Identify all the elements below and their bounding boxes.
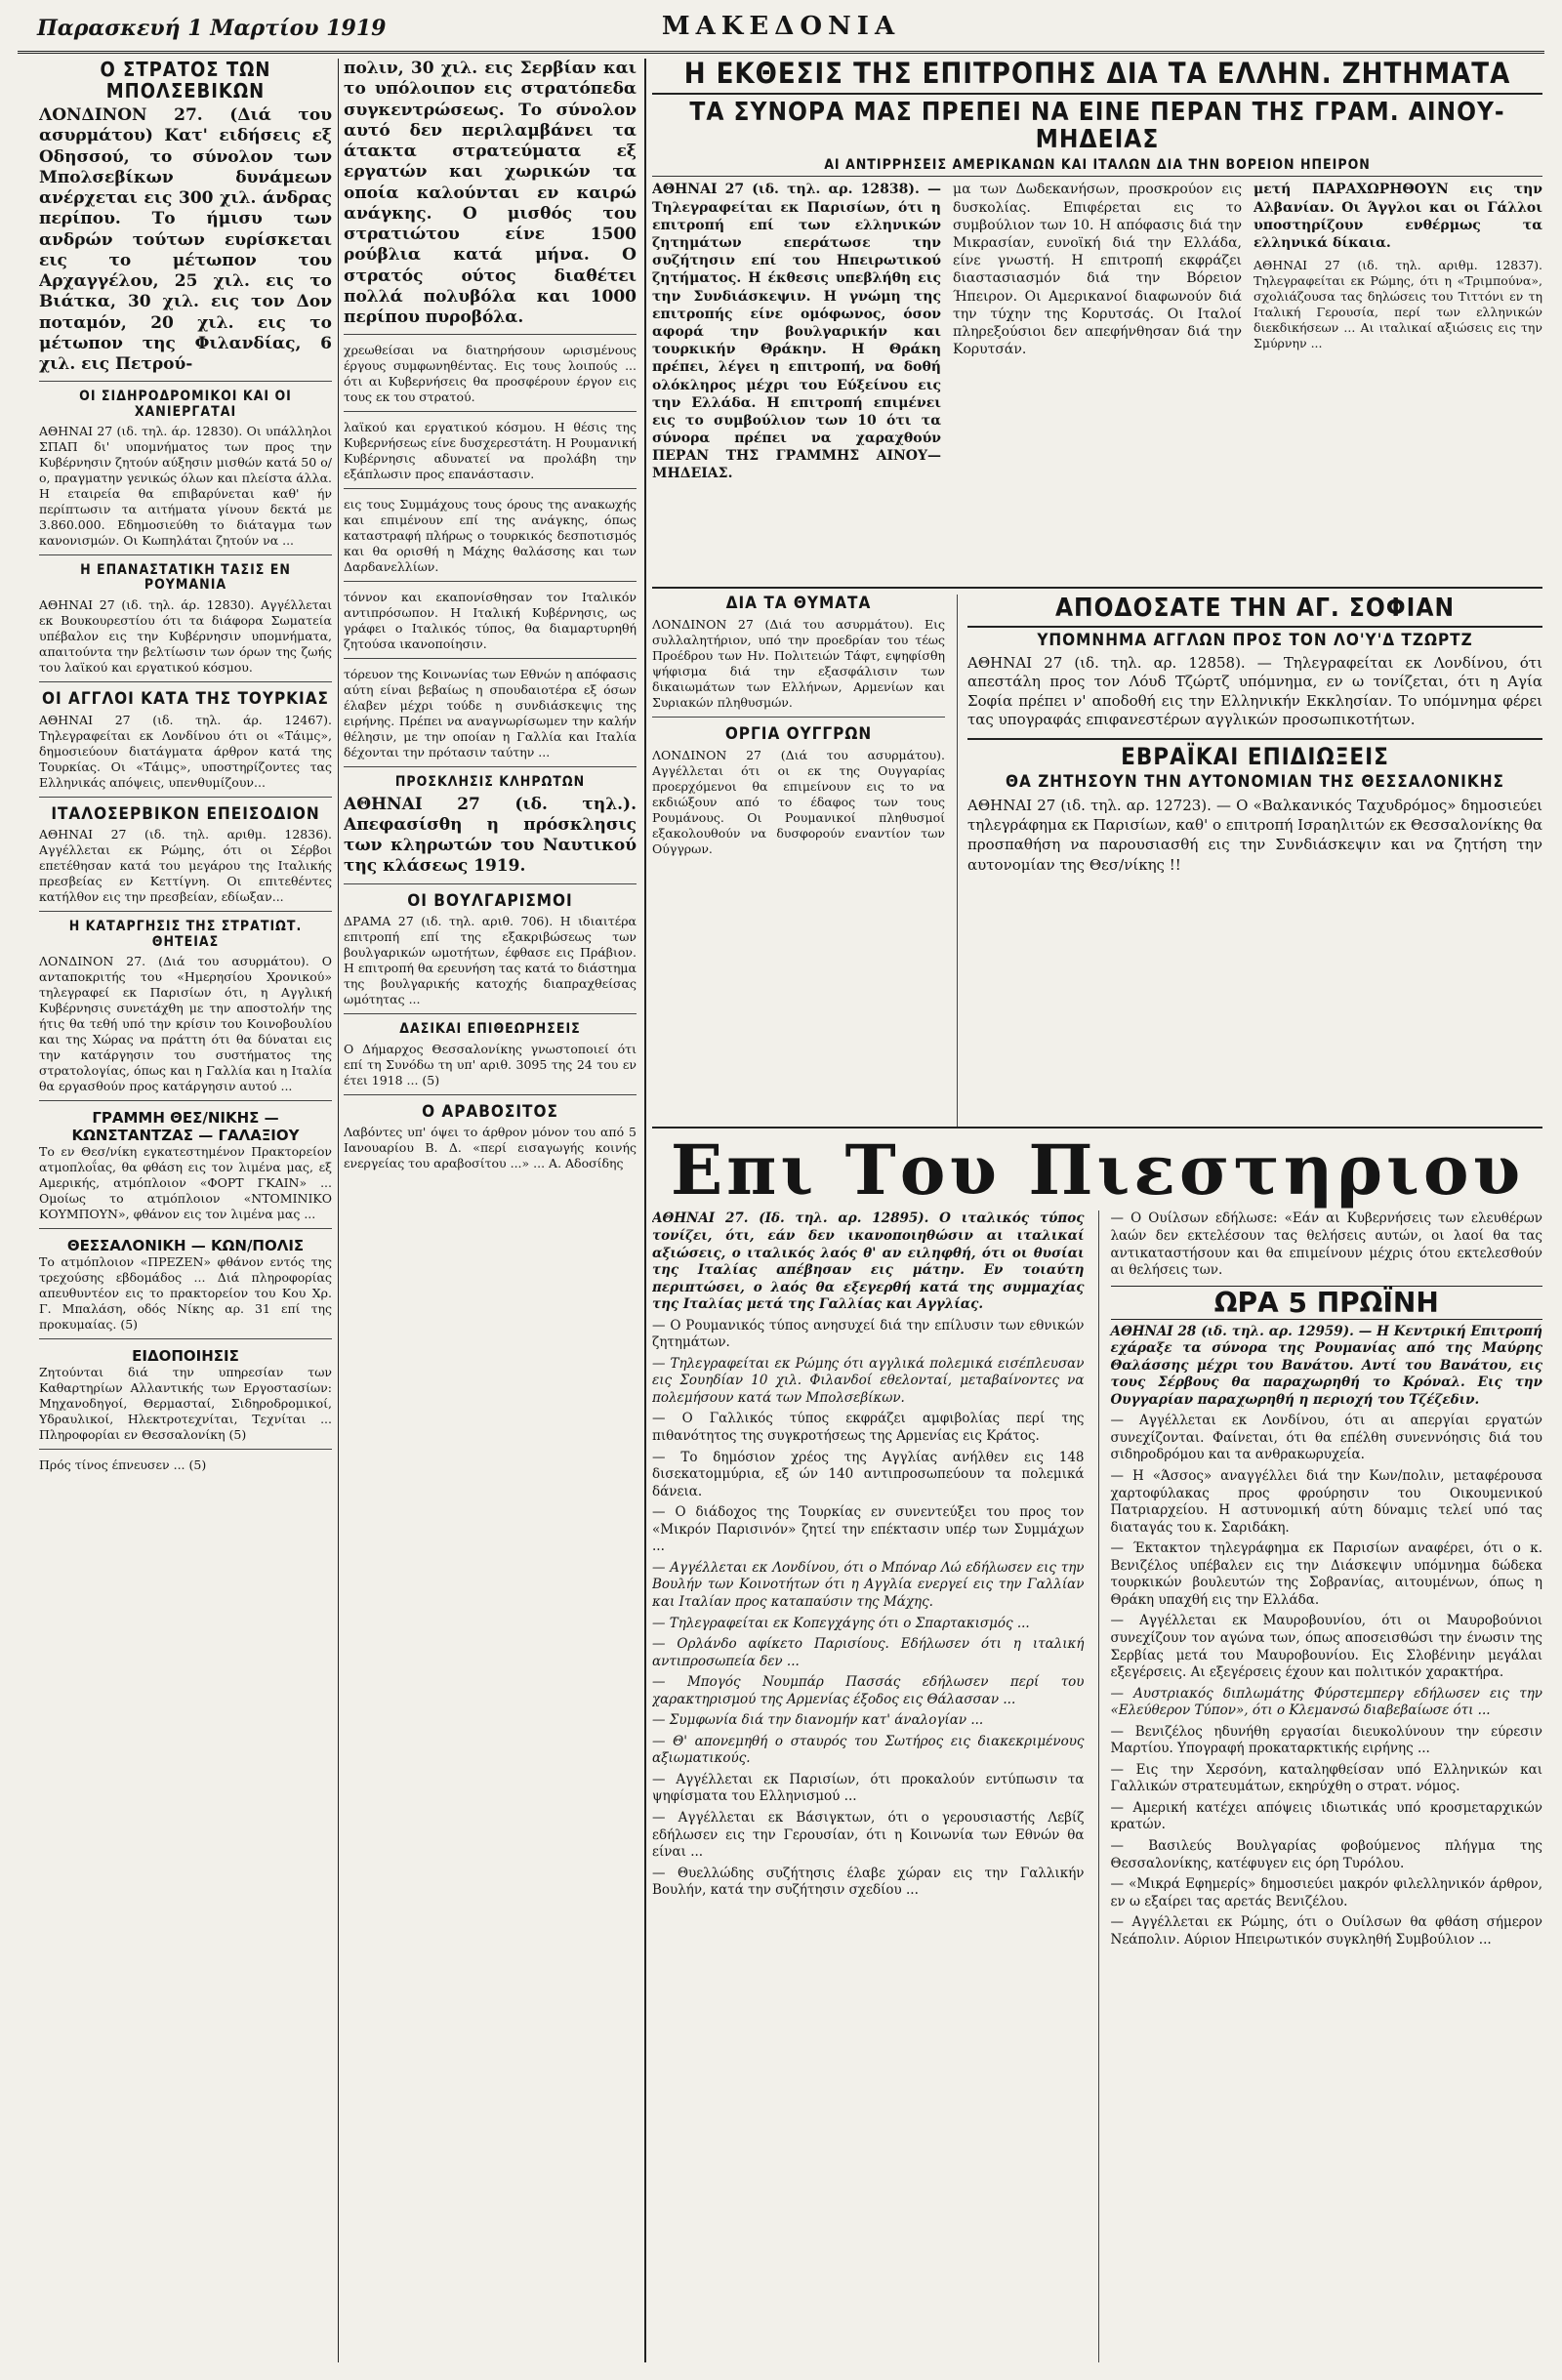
article-italo-serbian [39, 805, 332, 913]
main-subheadline: ΤΑ ΣΥΝΟΡΑ ΜΑΣ ΠΡΕΠΕΙ ΝΑ ΕΙΝΕ ΠΕΡΑΝ ΤΗΣ ΓΡΑΜ. ΑΙΝΟΥ-ΜΗΔΕΙΑΣ [689, 97, 1505, 155]
article-railway-cont [344, 343, 637, 412]
late-news-headline: ΩΡΑ 5 ΠΡΩΪΝΗ [1111, 1286, 1543, 1320]
column-1 [39, 59, 332, 2362]
ad-shipping-line [39, 1109, 332, 1229]
article-bolshevik-army [39, 59, 332, 382]
article-bolshevik-army-cont [344, 59, 637, 335]
news-item: — Θυελλώδης συζήτησις έλαβε χώραν εις την Γαλλικήν Βουλήν, κατά την συζήτησιν σχεδίου ... [652, 1865, 1085, 1899]
article-body: Λαβόντες υπ' όψει το άρθρον μόνον του από 5 Ιανουαρίου Β. Δ. «περί εισαγωγής κοινής ενεργείας του αραβοσίτου ...» ... Α. Αδοσίδης [344, 1125, 637, 1171]
subheadline: ΘΑ ΖΗΤΗΣΟΥΝ ΤΗΝ ΑΥΤΟΝΟΜΙΑΝ ΤΗΣ ΘΕΣΣΑΛΟΝΙΚΗΣ [1006, 772, 1504, 793]
news-item: — Εις την Χερσόνη, καταληφθείσαν υπό Ελληνικών και Γαλλικών στρατευμάτων, εκηρύχθη ο στρατ. νόμος. [1110, 1761, 1542, 1795]
news-item: — Το δημόσιον χρέος της Αγγλίας ανήλθεν εις 148 δισεκατομμύρια, εξ ών 140 αντιπροσωπεύουν τα πολεμικά δάνεια. [652, 1449, 1085, 1499]
news-item: — Θ' απονεμηθή ο σταυρός του Σωτήρος εις διακεκριμένους αξιωματικούς. [652, 1733, 1085, 1767]
ad-headline: ΕΙΔΟΠΟΙΗΣΙΣ [132, 1346, 239, 1365]
main-deck: ΑΙ ΑΝΤΙΡΡΗΣΕΙΣ ΑΜΕΡΙΚΑΝΩΝ ΚΑΙ ΙΤΑΛΩΝ ΔΙΑ ΤΗΝ ΒΟΡΕΙΟΝ ΗΠΕΙΡΟΝ [652, 158, 1542, 177]
main-headline: Η ΕΚΘΕΣΙΣ ΤΗΣ ΕΠΙΤΡΟΠΗΣ ΔΙΑ ΤΑ ΕΛΛΗΝ. ΖΗΤΗΜΑΤΑ [652, 59, 1542, 95]
news-item: — Βασιλεύς Βουλγαρίας φοβούμενος πλήγμα της Θεσσαλονίκης, κατέφυγεν εις όρη Τυρόλου. [1110, 1837, 1542, 1871]
article-victims [652, 595, 945, 718]
headline: ΟΡΓΙΑ ΟΥΓΓΡΩΝ [724, 724, 873, 745]
middle-col-right [957, 595, 1542, 1127]
article-side [1254, 181, 1542, 587]
headline: Η ΕΠΑΝΑΣΤΑΤΙΚΗ ΤΑΣΙΣ ΕΝ ΡΟΥΜΑΝΙΑ [80, 562, 291, 594]
article-body: ΛΟΝΔΙΝΟΝ 27 (Διά του ασυρμάτου). Εις συλλαλητήριον, υπό την προεδρίαν του τέως Προέδρου των Ην. Πολιτειών Τάφτ, εψηφίσθη ψήφισμα διά την εξασφάλισιν των δικαιωμάτων των Ελλήνων, Αρμενίων και Συριακών πληθυσμών. [652, 617, 945, 711]
main-article [652, 181, 1542, 589]
masthead [18, 8, 1544, 54]
ad-body: Το εν Θεσ/νίκη εγκατεστημένον Πρακτορείον ατμοπλοΐας, θα φθάση εις τον λιμένα μας, εξ Αμερικής, ατμόπλοιον «ΦΟΡΤ ΓΚΑΙΝ» ... Ομοίως το ατμόπλοιον «ΝΤΟΜΙΝΙΚΟ ΚΟΥΜΠΟΥΝ», φθάνον εις τον λιμένα μας ... [39, 1143, 332, 1221]
headline: Ο ΑΡΑΒΟΣΙΤΟΣ [422, 1101, 558, 1122]
middle-row [652, 595, 1542, 1128]
issue-date: Παρασκευή 1 Μαρτίου 1919 [37, 16, 387, 41]
news-item: — «Μικρά Εφημερίς» δημοσιεύει μακρόν φιλελληνικόν άρθρον, εν ω εξαίρει τας αρετάς Βενιζέλου. [1110, 1876, 1542, 1909]
headline: ΠΡΟΣΚΛΗΣΙΣ ΚΛΗΡΩΤΩΝ [394, 774, 586, 791]
article-body: χρεωθείσαι να διατηρήσουν ωρισμένους έργους συμφωνηθέντας. Εις τους λοιπούς ... ότι αι Κυβερνήσεις θα προσφέρουν έργον εις τους εκ του στρατού. [344, 343, 637, 405]
headline: ΟΙ ΣΙΔΗΡΟΔΡΟΜΙΚΟΙ ΚΑΙ ΟΙ ΧΑΝΙΕΡΓΑΤΑΙ [79, 389, 292, 420]
news-item: — Ο Ουίλσων εδήλωσε: «Εάν αι Κυβερνήσεις των ελευθέρων λαών δεν εκτελέσουν τας θελήσεις αυτών, οι λαοί θα τας αντικαταστήσουν και θα επιμείνουν μέχρις ότου εκτελεσθούν αι θελήσεις των. [1110, 1211, 1542, 1279]
article-body: πολιν, 30 χιλ. εις Σερβίαν και το υπόλοιπον εις στρατόπεδα συγκεντρώσεως. Το σύνολον αυτό δεν περιλαμβάνει τα άτακτα στρατεύματα εξ εργατών και χωρικών τα οποία καλούνται εν καιρώ ανάγκης. Ο μισθός του στρατιώτου είνε 1500 ρούβλια κατά μήνα. Ο στρατός ούτος διαθέτει πολλά πολυβόλα και 1000 περίπου πυροβόλα. [344, 59, 637, 327]
article-forest-inspections [344, 1022, 637, 1094]
news-item: — Αμερική κατέχει απόψεις ιδιωτικάς υπό κροσμεταρχικών κρατών. [1110, 1799, 1542, 1833]
article-body: ΑΘΗΝΑΙ 27 (ιδ. τηλ.). Απεφασίσθη η πρόσκλησις των κληρωτών του Ναυτικού της κλάσεως 1919. [344, 794, 637, 877]
article-body: ΑΘΗΝΑΙ 27 (ιδ. τηλ. αριθμ. 12836). Αγγέλλεται εκ Ρώμης, ότι οι Σέρβοι επετέθησαν κατά του μεγάρου της Ιταλικής πρεσβείας εν Κεττίγνη. Οι επιτεθέντες κατήλθον εις την πρεσβείαν, εδίωξαν... [39, 827, 332, 905]
subheadline: ΥΠΟΜΝΗΜΑ ΑΓΓΛΩΝ ΠΡΟΣ ΤΟΝ ΛΟ'Υ'Δ ΤΖΩΡΤΖ [1037, 631, 1473, 651]
news-item: — Τηλεγραφείται εκ Ρώμης ότι αγγλικά πολεμικά εισέπλευσαν εις Σουηδίαν 10 χιλ. Φιλανδοί εθελονταί, μεταβαίνοντες να πολεμήσουν κατά των Μπολσεβίκων. [652, 1355, 1085, 1406]
article-romania-cont [344, 420, 637, 489]
article-italo-serbian-cont [344, 590, 637, 659]
news-item: — Συμφωνία διά την διανομήν κατ' άναλογίαν ... [652, 1712, 984, 1729]
article-body: εις τους Συμμάχους τους όρους της ανακωχής και επιμένουν επί της ανάγκης, όπως καταστραφή πλήρως ο τουρκικός δεσποτισμός και θα ορισθή η Μάχης θαλάσσης και των Δαρδανελλίων. [344, 497, 637, 575]
news-item: ΑΘΗΝΑΙ 28 (ιδ. τηλ. αρ. 12959). — Η Κεντρική Επιτροπή εχάραξε τα σύνορα της Ρουμανίας από της Μαύρης Θαλάσσης μέχρι του Βανάτου. Αντί του Βανάτου, εις τους Σέρβους θα παραχωρηθή το Κρόναλ. Εις την Ουγγαρίαν παραχωρηθή η περιοχή του Τζέζεδιν. [1110, 1323, 1542, 1408]
article-maize [344, 1103, 637, 1178]
ad-headline: ΓΡΑΜΜΗ ΘΕΣ/ΝΙΚΗΣ — ΚΩΝΣΤΑΝΤΖΑΣ — ΓΑΛΑΞΙΟΥ [71, 1108, 300, 1144]
news-item: — Μπογός Νουμπάρ Πασσάς εδήλωσεν περί του χαρακτηρισμού της Αρμενίας έξοδος εις Θάλασσαν ... [652, 1674, 1085, 1707]
news-item: — Αγγέλλεται εκ Λονδίνου, ότι ο Μπόναρ Λώ εδήλωσεν εις την Βουλήν των Κοινοτήτων ότι η Αγγλία ενεργεί εις την Γαλλίαν και Ιταλίαν προς καταπαύσιν της Μάχης. [652, 1559, 1085, 1610]
article-body: ΑΘΗΝΑΙ 27 (ιδ. τηλ. άρ. 12467). Τηλεγραφείται εκ Λονδίνου ότι οι «Τάιμς», δημοσιεύουν διατάγματα άρθρον κατά της Τουρκίας. Οι «Τάιμς», υποστηρίζοντες τας Ελληνικάς απόψεις, υπενθυμίζουν... [39, 712, 332, 790]
newspaper-title: ΜΑΚΕΔΟΝΙΑ [661, 12, 901, 41]
article-body: Ο Δήμαρχος Θεσσαλονίκης γνωστοποιεί ότι επί τη Συνόδω τη υπ' αριθ. 3095 της 24 του εν έτει 1918 ... (5) [344, 1041, 637, 1087]
article-body: τόννον και εκαπονίσθησαν τον Ιταλικόν αντιπρόσωπον. Η Ιταλική Κυβέρνησις, ως γράφει ο Ιταλικός τύπος, θα διαμαρτυρηθή ζητούσα ικανοποίησιν. [344, 590, 637, 652]
headline: ΑΠΟΔΟΣΑΤΕ ΤΗΝ ΑΓ. ΣΟΦΙΑΝ [967, 595, 1542, 628]
news-item: ΑΘΗΝΑΙ 27. (Ιδ. τηλ. αρ. 12895). Ο ιταλικός τύπος τονίζει, ότι, εάν δεν ικανοποιηθώσιν αι ιταλικαί αξιώσεις, ο ιταλικός λαός θ' αν ειληφθή, ότι οι θυσίαι της Ιταλίας απέβησαν εις μάτην. Εν τοιαύτη περιπτώσει, ο λαός θα εξεγερθή κατά της συμμαχίας της Ιταλίας μετά της Γαλλίας και Αγγλίας. [652, 1211, 1085, 1313]
headline: ΟΙ ΒΟΥΛΓΑΡΙΣΜΟΙ [407, 890, 573, 911]
column-rule [338, 59, 339, 2362]
ad-thessaloniki-constantinople [39, 1237, 332, 1339]
article-romania [39, 563, 332, 682]
article-body: ΛΟΝΔΙΝΟΝ 27 (Διά του ασυρμάτου). Αγγέλλεται ότι οι εκ της Ουγγαρίας προερχόμενοι θα επιμείνουν εις το να εκδιώξουν από το έδαφος των τους Ρουμάνους. Οι Ρουμανικοί πληθυσμοί εξακολουθούν να δυσφορούν εναντίον των Ούγγρων. [652, 747, 945, 856]
press-headline: Επι Του Πιεστηριου [670, 1129, 1525, 1211]
ad-small [39, 1457, 332, 1479]
headline: Ο ΣΤΡΑΤΟΣ ΤΩΝ ΜΠΟΛΣΕΒΙΚΩΝ [100, 59, 271, 103]
news-item: — Ορλάνδο αφίκετο Παρισίους. Εδήλωσεν ότι η ιταλική αντιπροσωπεία δεν ... [652, 1636, 1085, 1669]
news-item: — Αυστριακός διπλωμάτης Φύρστεμπεργ εδήλωσεν εις την «Ελεύθερον Τύπον», ότι ο Κλεμανσώ διαβεβαίωσε ότι ... [1110, 1685, 1542, 1719]
news-item: — Αγγέλλεται εκ Βάσιγκτων, ότι ο γερουσιαστής Λεβίζ εδήλωσεν εις την Γερουσίαν, ότι η Κοινωνία των Εθνών θα είναι ... [652, 1809, 1085, 1861]
article-english-turkey [39, 690, 332, 798]
headline: ΔΙΑ ΤΑ ΘΥΜΑΤΑ [725, 595, 872, 614]
headline: Η ΚΑΤΑΡΓΗΣΙΣ ΤΗΣ ΣΤΡΑΤΙΩΤ. ΘΗΤΕΙΑΣ [68, 919, 303, 950]
article-body: λαϊκού και εργατικού κόσμου. Η θέσις της Κυβερνήσεως είνε δυσχερεστάτη. Η Ρουμανική Κυβέρνησις αδυνατεί να προλάβη την εξάπλωσιν προς επανάστασιν. [344, 420, 637, 482]
ad-body: Ζητούνται διά την υπηρεσίαν των Καθαρτηρίων Αλλαντικής των Εργοστασίων: Μηχανοδηγοί, Θερμασταί, Σιδηροδρομικοί, Υδραυλικοί, Ηλεκτροτεχνίται, Τεχνίται ... Πληροφορίαι εν Θεσσαλονίκη (5) [39, 1364, 332, 1442]
ad-body: Πρός τίνος έπνευσεν ... (5) [39, 1457, 207, 1472]
news-item: — Αγγέλλεται εκ Παρισίων, ότι προκαλούν εντύπωσιν τα ψηφίσματα του Ελληνισμού ... [652, 1771, 1085, 1805]
news-item: — Τηλεγραφείται εκ Κοπεγχάγης ότι ο Σπαρτακισμός ... [652, 1615, 1030, 1631]
article-body: ΑΘΗΝΑΙ 27 (ιδ. τηλ. άρ. 12830). Οι υπάλληλοι ΣΠΑΠ δι' υπομνήματος των προς την Κυβέρνησιν ζητούν αύξησιν μισθών κατά 50 ο/ο, πραγματην γενικώς όλων και πλείστα άλλα. Η εταιρεία θα επιβαρύνεται καθ' ήν περίπτωσιν τα αιτήματα γίνουν δεκτά με 3.860.000. Εδημοσιεύθη το διάταγμα των κανονισμών. Οι Κωπηλάται ζητούν να ... [39, 424, 332, 549]
article-call-up [344, 775, 637, 883]
ad-headline: ΘΕΣΣΑΛΟΝΙΚΗ — ΚΩΝ/ΠΟΛΙΣ [66, 1236, 305, 1254]
news-item: — Η «Άσσος» αναγγέλλει διά την Κων/πολιν, μεταφέρουσα χαρτοφύλακας προς φρούρησιν του Οικουμενικού Πατριαρχείου. Η αστυνομική αύτη δύναμις τελεί υπό τας διαταγάς του κ. Σαριδάκη. [1110, 1468, 1542, 1536]
article-body: ΑΘΗΝΑΙ 27 (ιδ. τηλ. άρ. 12830). Αγγέλλεται εκ Βουκουρεστίου ότι τα διάφορα Σωματεία υπέβαλον εις την Κυβέρνησιν υπομνήματα, απαιτούντα την βελτίωσιν των όρων της ζωής του λαϊκού και εργατικού κόσμου. [39, 596, 332, 675]
middle-col-left [652, 595, 945, 1127]
article-body: μετή ΠΑΡΑΧΩΡΗΘΟΥΝ εις την Αλβανίαν. Οι Άγγλοι και οι Γάλλοι υποστηρίζουν ενθέρμως τα ελληνικά δίκαια. [1254, 182, 1542, 252]
headline: ΔΑΣΙΚΑΙ ΕΠΙΘΕΩΡΗΣΕΙΣ [399, 1021, 581, 1038]
front-feature [652, 59, 1542, 2362]
headline: ΟΙ ΑΓΓΛΟΙ ΚΑΤΑ ΤΗΣ ΤΟΥΡΚΙΑΣ [41, 688, 329, 709]
news-item: — Έκτακτον τηλεγράφημα εκ Παρισίων αναφέρει, ότι ο κ. Βενιζέλος υπέβαλεν εις την Διάσκεψιν υπόμνημα δώδεκα τουρκικών βουλευτών της Σοβρανίας, αιτουμένων, όπως η Θράκη υπαχθή εις την Ελλάδα. [1110, 1540, 1542, 1608]
article-body: ΑΘΗΝΑΙ 27 (ιδ. τηλ. αριθμ. 12837). Τηλεγραφείται εκ Ρώμης, ότι η «Τριμπούνα», σχολιάζουσα τας δηλώσεις του Τιττόνι εν τη Ιταλική Γερουσία, περί των ελληνικών διεκδικήσεων ... Αι ιταλικαί αξιώσεις εις την Σμύρνην ... [1254, 258, 1542, 351]
press-news [652, 1211, 1542, 2362]
column-2 [344, 59, 637, 2362]
ad-notice [39, 1347, 332, 1450]
article-body: τόρευον της Κοινωνίας των Εθνών η απόφασις αύτη είναι βεβαίως η σπουδαιοτέρα εξ όσων έλαβεν μέχρι τούδε η συνδιάσκεψις της ειρήνης. Πρέπει να αναγνωρίσωμεν την καλήν θέλησιν, με την οποίαν η Γαλλία και Ιταλία δέχονται την πρότασιν ταύτην ... [344, 667, 637, 760]
ad-body: Το ατμόπλοιον «ΠΡΕΖΕΝ» φθάνον εντός της τρεχούσης εβδομάδος ... Διά πληροφορίας απευθυντέον εις το πρακτορείον του Κου Χρ. Γ. Μπαλάση, οδός Νίκης αρ. 31 επί της προκυμαίας. (5) [39, 1253, 332, 1332]
news-item: — Αγγέλλεται εκ Λονδίνου, ότι αι απεργίαι εργατών συνεχίζονται. Φαίνεται, ότι θα επέλθη συνεννόησις διά του σιδηροδρόμου και τα ανθρακωρυχεία. [1110, 1413, 1542, 1463]
press-col-left [652, 1211, 1085, 2362]
article-body: ΑΘΗΝΑΙ 27 (ιδ. τηλ. αρ. 12858). — Τηλεγραφείται εκ Λονδίνου, ότι απεστάλη προς τον Λόυδ Τζώρτζ υπόμνημα, εν ω τονίζεται, ότι η Αγία Σοφία πρέπει ν' αποδοθή εις την Ελληνικήν Εκκλησίαν. Το υπόμνημα φέρει τας υπογραφάς επιφανεστέρων αγγλικών προσωπικοτήτων. [967, 653, 1542, 729]
article-body: ΛΟΝΔΙΝΟΝ 27. (Διά του ασυρμάτου). Ο ανταποκριτής του «Ημερησίου Χρονικού» τηλεγραφεί εκ Παρισίων ότι, η Αγγλική Κυβέρνησις συνετάχθη με την αποστολήν της ήτις θα τεθή υπό την κρίσιν του Κοινοβουλίου και της Χώρας να πράττη ότι θα δύναται εις την κατάργησιν του συστήματος της στρατολογίας, όπως και η Γαλλία και η Ιταλία θα εργασθούν προς κατάργησιν αυτού ... [39, 953, 332, 1093]
headline: ΕΒΡΑΪΚΑΙ ΕΠΙΔΙΩΞΕΙΣ [967, 738, 1542, 769]
article-hungarian-rage [652, 725, 945, 863]
news-item: — Αγγέλλεται εκ Ρώμης, ότι ο Ουίλσων θα φθάση σήμερον Νεάπολιν. Αύριον Ηπειρωτικόν συγκληθή Συμβούλιον ... [1110, 1914, 1542, 1948]
article-conscription-cont [344, 667, 637, 767]
article-conscription [39, 920, 332, 1101]
news-item: — Ο διάδοχος της Τουρκίας εν συνεντεύξει του προς τον «Μικρόν Παρισινόν» ζητεί την επέκτασιν υπέρ των Συμμάχων ... [652, 1504, 1085, 1555]
article-railway [39, 390, 332, 555]
news-item: — Ο Ρουμανικός τύπος ανησυχεί διά την επίλυσιν των εθνικών ζητημάτων. [652, 1317, 1085, 1351]
news-item: — Αγγέλλεται εκ Μαυροβουνίου, ότι οι Μαυροβούνιοι συνεχίζουν τον αγώνα των, όπως αποσεισθώσι την ένωσιν της Σερβίας μετά του Μαυροβουνίου. Εις Σλοβένιην μεγάλαι εξεγέρσεις. Αι εξεγέρσεις έχουν και πολιτικόν χαρακτήρα. [1110, 1613, 1542, 1681]
article-body: ΔΡΑΜΑ 27 (ιδ. τηλ. αριθ. 706). Η ιδιαιτέρα επιτροπή επί της εξακριβώσεως των βουλγαρικών ωμοτήτων, έφθασε εις Πράβιον. Η επιτροπή θα ερευνήση τας κατά το διάστημα της βουλγαρικής κατοχής διαπραχθείσας ωμότητας ... [344, 914, 637, 1007]
news-item: — Ο Γαλλικός τύπος εκφράζει αμφιβολίας περί της πιθανότητος της συγκροτήσεως της Αρμενίας εις Κράτος. [652, 1411, 1085, 1445]
article-english-turkey-cont [344, 497, 637, 582]
headline: ΙΤΑΛΟΣΕΡΒΙΚΟΝ ΕΠΕΙΣΟΔΙΟΝ [51, 803, 320, 824]
news-item: — Βενιζέλος ηδυνήθη εργασίαι διευκολύνουν την εύρεσιν Μαρτίου. Υπογραφή προκαταρκτικής ειρήνης ... [1110, 1723, 1542, 1757]
article-body: μα των Δωδεκανήσων, προσκρούον εις δυσκολίας. Επιφέρεται εις το συμβούλιον των 10. Η απόφασις διά την Μικρασίαν, ευνοϊκή διά την Ελλάδα, είνε γνωστή. Η επιτροπή εκφράζει διαστασιασμόν διά την Βόρειον Ήπειρον. Οι Αμερικανοί διαφωνούν διά την τύχην της Κορυτσάς. Οι Ιταλοί πληρεξούσιοι δεν απεφήνθησαν διά την Κορυτσάν. [953, 182, 1242, 358]
article-body: ΑΘΗΝΑΙ 27 (ιδ. τηλ. αρ. 12723). — Ο «Βαλκανικός Ταχυδρόμος» δημοσιεύει τηλεγράφημα εκ Παρισίων, καθ' ο επιτροπή Ισραηλιτών εκ Θεσσαλονίκης θα προσπαθήση να παρουσιασθή εις την Συνδιάσκεψιν και να ζητήση την αυτονομίαν της Θεσ/νίκης !! [967, 796, 1542, 874]
article-bulgarian-atrocities [344, 892, 637, 1015]
article-body: ΑΘΗΝΑΙ 27 (ιδ. τηλ. αρ. 12838). — Τηλεγραφείται εκ Παρισίων, ότι η επιτροπή επί των ελληνικών ζητημάτων επεράτωσε την συζήτησιν επί του Ηπειρωτικού ζητήματος. Η έκθεσις υπεβλήθη εις την Συνδιάσκεψιν. Η γνώμη της επιτροπής είνε ομόφωνος, όσον αφορά την βουλγαρικήν και τουρκικήν Θράκην. Η Θράκη πρέπει, λέγει η επιτροπή, να δοθή ολόκληρος μέχρι του Εύξείνου εις την Ελλάδα. Η επιτροπή επιμένει εις το συμβούλιον των 10 ότι τα σύνορα πρέπει να χαραχθούν ΠΕΡΑΝ ΤΗΣ ΓΡΑΜΜΗΣ ΑΙΝΟΥ—ΜΗΔΕΙΑΣ. [652, 182, 941, 482]
press-col-right [1098, 1211, 1543, 2362]
article-body: ΛΟΝΔΙΝΟΝ 27. (Διά του ασυρμάτου) Κατ' ειδήσεις εξ Οδησσού, το σύνολον των Μπολσεβίκων δυνάμεων ανέρχεται εις 300 χιλ. άνδρας περίπου. Το ήμισυ των ανδρών τούτων ευρίσκεται εις το μέτωπον του Αρχαγγέλου, 25 χιλ. εις το Βιάτκα, 30 χιλ. εις τον Δον ποταμόν, 20 χιλ. εις το μέτωπον της Φιλανδίας, 6 χιλ. εις Πετρού- [39, 105, 332, 374]
column-rule [644, 59, 646, 2362]
